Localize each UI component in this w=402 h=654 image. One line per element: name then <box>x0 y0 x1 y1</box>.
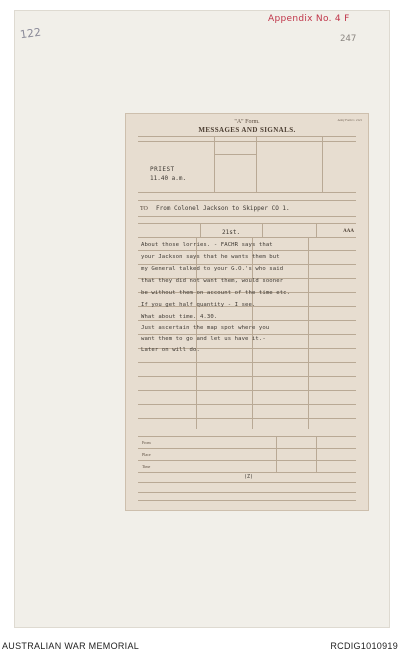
record-id: RCDIG1010919 <box>330 641 398 651</box>
time-label: Time <box>142 464 151 469</box>
rule <box>262 223 263 237</box>
rule <box>138 418 356 419</box>
rule <box>138 192 356 193</box>
rule <box>138 250 356 251</box>
message-line: Later on will do. <box>141 347 200 353</box>
rule <box>316 223 317 237</box>
rule <box>138 376 356 377</box>
form-code: Army Form C. 2121 <box>337 118 362 122</box>
message-line: my General talked to your G.O.'s who said <box>141 266 284 272</box>
rule <box>256 136 257 192</box>
rule <box>138 223 356 224</box>
rule <box>138 136 356 137</box>
rule <box>308 237 309 429</box>
rule <box>138 390 356 391</box>
rule <box>322 136 323 192</box>
rule <box>200 223 201 237</box>
rule <box>138 264 356 265</box>
rule <box>138 472 356 473</box>
rule <box>138 482 356 483</box>
rule <box>138 436 356 437</box>
form-label: "A" Form. <box>234 119 260 125</box>
rule <box>138 460 356 461</box>
day-of-month: 21st. <box>222 229 241 236</box>
from-label: From <box>142 440 151 445</box>
rule <box>138 492 356 493</box>
appendix-stamp: Appendix No. 4 F <box>268 14 350 24</box>
rule <box>138 404 356 405</box>
message-line: What about time. 4.30. <box>141 314 218 320</box>
rule <box>214 136 215 192</box>
message-line: About those lorries. - FACHR says that <box>141 242 273 248</box>
rule <box>276 436 277 472</box>
place-label: Place <box>142 452 151 457</box>
pencil-page-number: 122 <box>19 25 42 42</box>
rule <box>138 200 356 201</box>
rule <box>214 154 256 155</box>
prefix-code: PRIEST <box>150 166 175 173</box>
message-line: be without them on account of the time etc. <box>141 290 291 296</box>
message-line: that they did not want them, would sooner <box>141 278 284 284</box>
rule <box>138 500 356 501</box>
archive-footer <box>0 639 402 654</box>
signature-mark: (Z) <box>244 474 254 480</box>
prefix-time: 11.40 a.m. <box>150 175 187 182</box>
message-form <box>125 113 369 511</box>
rule <box>138 237 356 238</box>
institution-label: AUSTRALIAN WAR MEMORIAL <box>2 641 140 651</box>
rule <box>138 334 356 335</box>
priority-mark: AAA <box>343 229 354 234</box>
form-title: MESSAGES AND SIGNALS. <box>198 126 296 134</box>
rule <box>138 362 356 363</box>
to-addressee: From Colonel Jackson to Skipper CO 1. <box>156 205 290 212</box>
message-line: want them to go and let us have it.- <box>141 336 266 342</box>
rule <box>138 141 356 142</box>
message-line: If you get half quantity - I see. <box>141 302 256 308</box>
rule <box>138 320 356 321</box>
rule <box>316 436 317 472</box>
rule <box>138 448 356 449</box>
rule <box>138 216 356 217</box>
folio-number: 247 <box>340 34 357 44</box>
to-label: TO <box>140 206 148 212</box>
message-line: Just ascertain the map spot where you <box>141 325 270 331</box>
message-line: your Jackson says that he wants them but <box>141 254 280 260</box>
